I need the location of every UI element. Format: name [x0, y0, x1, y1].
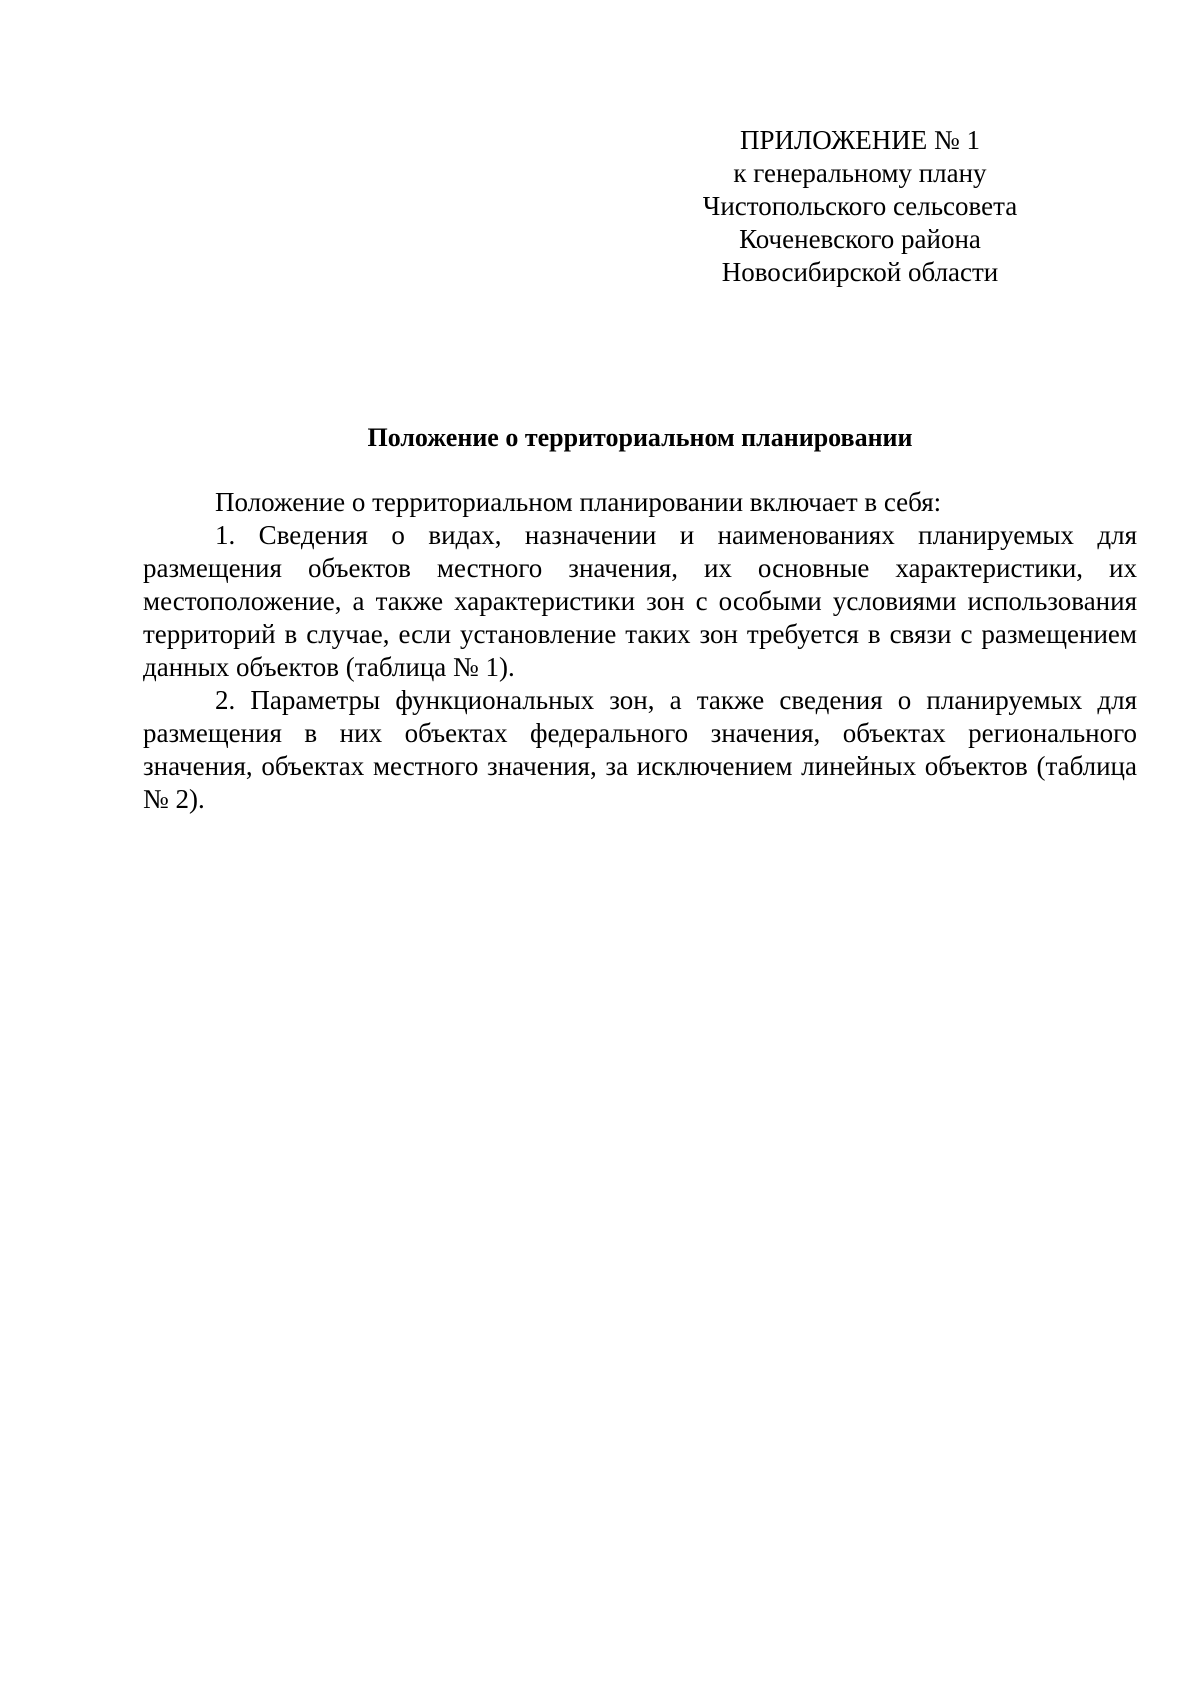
intro-paragraph: Положение о территориальном планировании включает в себя: — [215, 487, 942, 517]
annex-line-council: Чистопольского сельсовета — [702, 191, 1018, 221]
document-body — [143, 486, 1137, 816]
annex-line-plan: к генеральному плану — [733, 158, 987, 188]
document-title: Положение о территориальном планировании — [367, 423, 913, 452]
annex-header — [660, 124, 1060, 289]
annex-number: ПРИЛОЖЕНИЕ № 1 — [739, 125, 981, 155]
annex-line-region: Новосибирской области — [721, 257, 999, 287]
annex-line-district: Коченевского района — [739, 224, 981, 254]
list-item-2: 2. Параметры функциональных зон, а также сведения о планируемых для размещения в них объектах федерального значения, объектах регионального значения, объектах местного значения, за исключением линейных объектов (таблица № 2). — [143, 685, 1137, 814]
list-item-1: 1. Сведения о видах, назначении и наименованиях планируемых для размещения объектов местного значения, их основные характеристики, их местоположение, а также характеристики зон с особыми условиями использования территорий в случае, если установление таких зон требуется в связи с размещением данных объектов (таблица № 1). — [143, 520, 1137, 682]
